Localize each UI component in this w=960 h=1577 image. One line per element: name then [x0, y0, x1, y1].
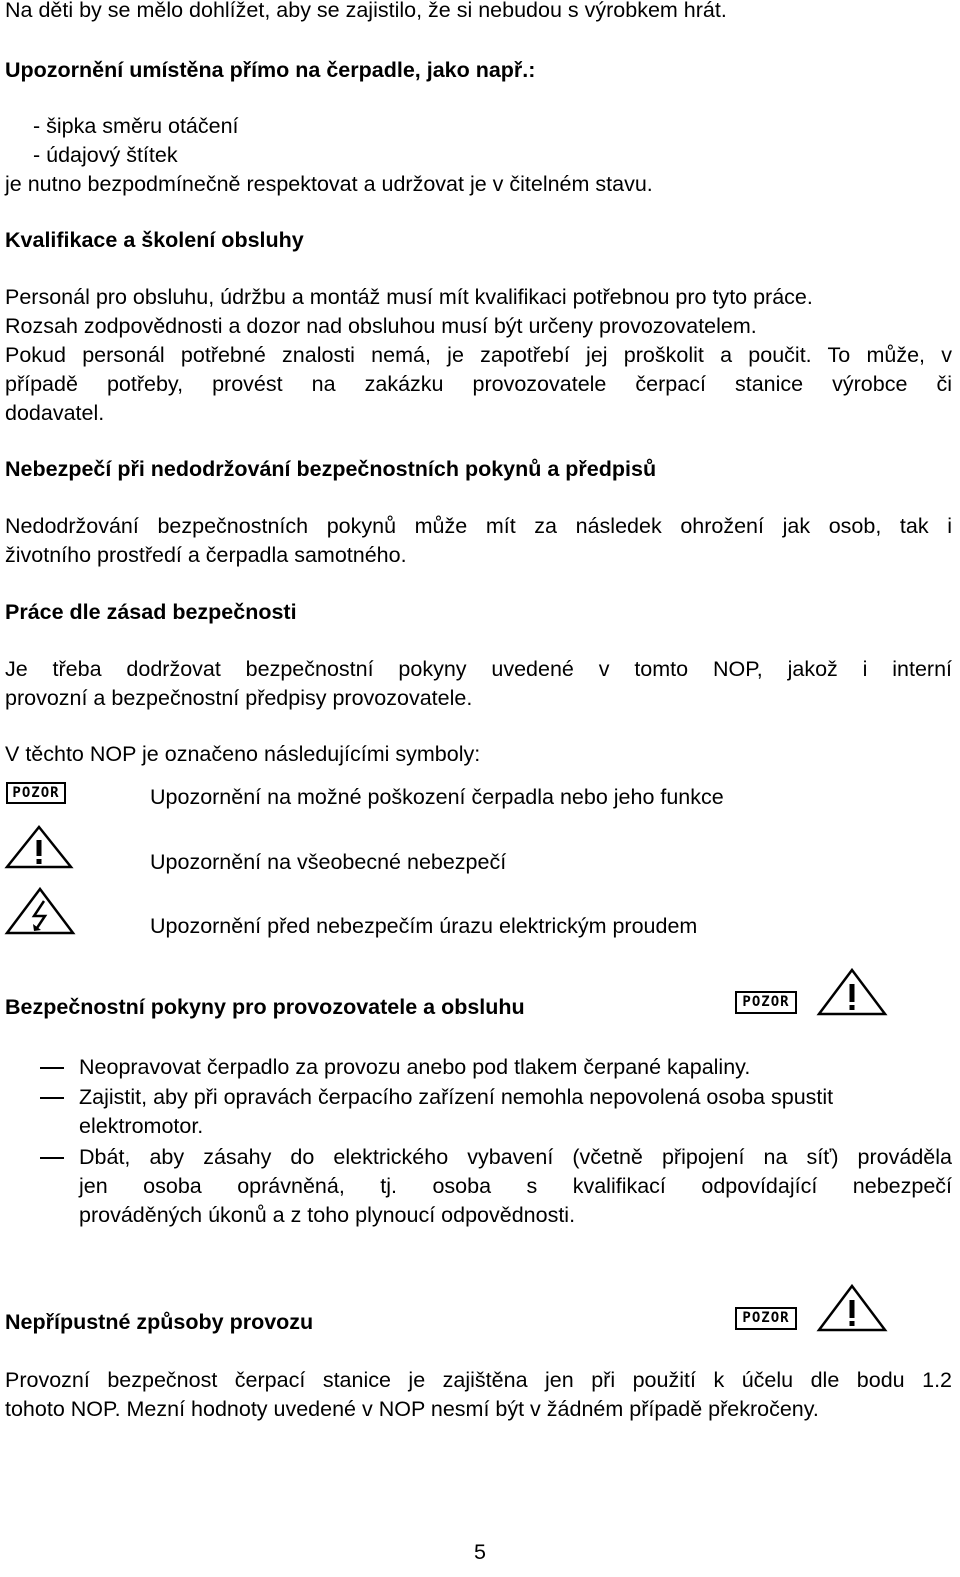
text-line: Pokud personál potřebné znalosti nemá, je zapotřebí jej proškolit a poučit. To může, v: [5, 343, 952, 367]
text-line: provozní a bezpečnostní předpisy provozovatele.: [5, 686, 473, 710]
warning-triangle-icon: [816, 1283, 888, 1333]
text-line: Provozní bezpečnost čerpací stanice je zajištěna jen při použití k účelu dle bodu 1.2: [5, 1368, 952, 1392]
heading-improper-operation: Nepřípustné způsoby provozu: [5, 1310, 314, 1334]
symbols-intro: V těchto NOP je označeno následujícími symboly:: [5, 742, 481, 766]
paragraph-danger: [5, 512, 952, 570]
text-line: životního prostředí a čerpadla samotného.: [5, 543, 407, 567]
heading-operator-safety: Bezpečnostní pokyny pro provozovatele a obsluhu: [5, 995, 525, 1019]
text-line: Neopravovat čerpadlo za provozu anebo pod tlakem čerpané kapaliny.: [79, 1055, 751, 1079]
pozor-sign-icon: POZOR: [6, 782, 66, 804]
heading-safe-work: Práce dle zásad bezpečnosti: [5, 600, 297, 624]
text-line: Zajistit, aby při opravách čerpacího zařízení nemohla nepovolená osoba spustit: [79, 1085, 834, 1109]
text-line: prováděných úkonů a z toho plynoucí odpovědnosti.: [79, 1203, 576, 1227]
list-item: [79, 1143, 952, 1230]
text-line: Personál pro obsluhu, údržbu a montáž musí mít kvalifikaci potřebnou pro tyto práce.: [5, 285, 813, 309]
warning-triangle-icon: [4, 824, 74, 870]
symbol-description: Upozornění na možné poškození čerpadla nebo jeho funkce: [150, 785, 724, 809]
paragraph-improper-operation: [5, 1366, 952, 1424]
bullet-dash: [40, 1097, 64, 1099]
list-item-rotation-arrow: - šipka směru otáčení: [33, 114, 239, 138]
heading-qualification: Kvalifikace a školení obsluhy: [5, 228, 304, 252]
text-line: dodavatel.: [5, 401, 105, 425]
pozor-sign-icon: POZOR: [735, 991, 797, 1014]
paragraph-safe-work: [5, 655, 952, 713]
warning-triangle-icon: [816, 967, 888, 1017]
list-item: [79, 1083, 952, 1141]
heading-pump-warnings: Upozornění umístěna přímo na čerpadle, jako např.:: [5, 58, 536, 82]
symbol-description: Upozornění na všeobecné nebezpečí: [150, 850, 507, 874]
heading-danger: Nebezpečí při nedodržování bezpečnostních pokynů a předpisů: [5, 457, 657, 481]
bullet-dash: [40, 1067, 64, 1069]
intro-respect-line: je nutno bezpodmínečně respektovat a udržovat je v čitelném stavu.: [5, 172, 653, 196]
text-line: Dbát, aby zásahy do elektrického vybavení (včetně připojení na síť) prováděla: [79, 1145, 952, 1169]
text-line: Rozsah zodpovědnosti a dozor nad obsluhou musí být určeny provozovatelem.: [5, 314, 757, 338]
bullet-dash: [40, 1157, 64, 1159]
paragraph-qualification: [5, 283, 952, 428]
electric-hazard-triangle-icon: [4, 886, 76, 936]
pozor-sign-icon: POZOR: [735, 1307, 797, 1330]
text-line: jen osoba oprávněná, tj. osoba s kvalifikací odpovídající nebezpečí: [79, 1174, 952, 1198]
text-line: Je třeba dodržovat bezpečnostní pokyny uvedené v tomto NOP, jakož i interní: [5, 657, 952, 681]
text-line: elektromotor.: [79, 1114, 204, 1138]
symbol-description: Upozornění před nebezpečím úrazu elektrickým proudem: [150, 914, 698, 938]
text-line: případě potřeby, provést na zakázku provozovatele čerpací stanice výrobce či: [5, 372, 952, 396]
list-item-rating-plate: - údajový štítek: [33, 143, 178, 167]
text-line: Nedodržování bezpečnostních pokynů může mít za následek ohrožení jak osob, tak i: [5, 514, 952, 538]
list-item: [79, 1053, 952, 1082]
text-line: tohoto NOP. Mezní hodnoty uvedené v NOP nesmí být v žádném případě překročeny.: [5, 1397, 819, 1421]
page-number: 5: [474, 1540, 486, 1564]
intro-line: Na děti by se mělo dohlížet, aby se zajistilo, že si nebudou s výrobkem hrát.: [5, 0, 727, 22]
